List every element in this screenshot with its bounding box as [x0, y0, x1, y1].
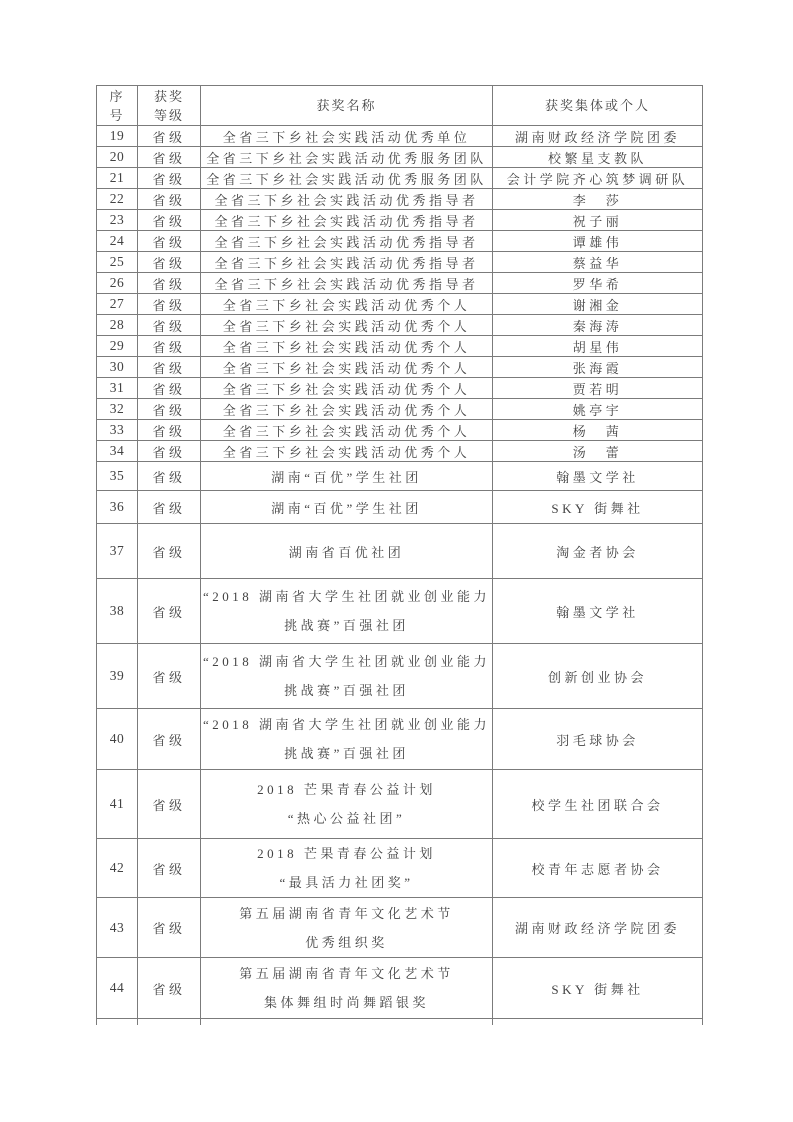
- cell-award-level: 省级: [138, 126, 201, 147]
- cell-award-level: 省级: [138, 252, 201, 273]
- partial-cell: [138, 1019, 201, 1025]
- awards-table: [96, 85, 703, 1025]
- cell-award-name: [201, 839, 493, 898]
- cell-award-recipient: 翰墨文学社: [493, 579, 703, 644]
- header-no-line1: 序: [109, 88, 125, 104]
- award-name-line: “2018 湖南省大学生社团就业创业能力: [202, 589, 491, 604]
- cell-award-name: 全省三下乡社会实践活动优秀单位: [201, 126, 493, 147]
- table-row: [97, 273, 703, 294]
- cell-award-recipient: 谭雄伟: [493, 231, 703, 252]
- table-row: [97, 898, 703, 958]
- table-row: [97, 189, 703, 210]
- cell-row-number: 20: [97, 147, 138, 168]
- cell-award-recipient: 湖南财政经济学院团委: [493, 898, 703, 958]
- cell-award-level: 省级: [138, 378, 201, 399]
- award-name-line: 挑战赛”百强社团: [284, 618, 409, 633]
- cell-row-number: 32: [97, 399, 138, 420]
- table-row: [97, 168, 703, 189]
- cell-award-level: 省级: [138, 462, 201, 491]
- cell-award-name: 全省三下乡社会实践活动优秀个人: [201, 294, 493, 315]
- cell-row-number: 41: [97, 770, 138, 839]
- cell-award-level: 省级: [138, 147, 201, 168]
- table-row: [97, 462, 703, 491]
- cell-row-number: 21: [97, 168, 138, 189]
- cell-row-number: 36: [97, 491, 138, 524]
- cell-row-number: 22: [97, 189, 138, 210]
- cell-row-number: 25: [97, 252, 138, 273]
- table-row: [97, 315, 703, 336]
- header-level-line2: 等级: [153, 107, 184, 123]
- cell-award-name: [201, 579, 493, 644]
- award-name-line: “2018 湖南省大学生社团就业创业能力: [202, 654, 491, 669]
- table-row: [97, 709, 703, 770]
- cell-award-name: [201, 958, 493, 1019]
- cell-row-number: 44: [97, 958, 138, 1019]
- cell-award-level: 省级: [138, 231, 201, 252]
- cell-award-name: [201, 898, 493, 958]
- table-row: [97, 210, 703, 231]
- cell-award-name: 全省三下乡社会实践活动优秀个人: [201, 336, 493, 357]
- cell-award-name: 全省三下乡社会实践活动优秀指导者: [201, 252, 493, 273]
- cell-award-recipient: 胡星伟: [493, 336, 703, 357]
- cell-award-level: 省级: [138, 709, 201, 770]
- header-no: [97, 86, 138, 126]
- header-level-line1: 获奖: [153, 88, 184, 104]
- cell-award-recipient: 蔡益华: [493, 252, 703, 273]
- cell-award-level: 省级: [138, 524, 201, 579]
- table-row: [97, 399, 703, 420]
- cell-row-number: 24: [97, 231, 138, 252]
- cell-award-recipient: 罗华希: [493, 273, 703, 294]
- cell-award-recipient: 李 莎: [493, 189, 703, 210]
- cell-row-number: 37: [97, 524, 138, 579]
- cell-award-name: 全省三下乡社会实践活动优秀指导者: [201, 189, 493, 210]
- cell-award-recipient: SKY 街舞社: [493, 958, 703, 1019]
- cell-award-name: 全省三下乡社会实践活动优秀个人: [201, 378, 493, 399]
- cell-award-level: 省级: [138, 441, 201, 462]
- cell-award-name: 湖南省百优社团: [201, 524, 493, 579]
- cell-row-number: 26: [97, 273, 138, 294]
- cell-award-name: 全省三下乡社会实践活动优秀个人: [201, 441, 493, 462]
- header-row: [97, 86, 703, 126]
- cell-award-recipient: SKY 街舞社: [493, 491, 703, 524]
- cell-award-recipient: 翰墨文学社: [493, 462, 703, 491]
- table-header: [97, 86, 703, 126]
- cell-row-number: 43: [97, 898, 138, 958]
- table-row: [97, 294, 703, 315]
- cell-row-number: 30: [97, 357, 138, 378]
- cell-award-recipient: 湖南财政经济学院团委: [493, 126, 703, 147]
- table-row: [97, 147, 703, 168]
- table-row: [97, 252, 703, 273]
- header-no-line2: 号: [109, 107, 125, 123]
- cell-award-recipient: 羽毛球协会: [493, 709, 703, 770]
- partial-next-row: [97, 1019, 703, 1025]
- cell-award-name: 全省三下乡社会实践活动优秀服务团队: [201, 147, 493, 168]
- header-recipient-label: 获奖集体或个人: [544, 98, 650, 113]
- cell-award-level: 省级: [138, 315, 201, 336]
- cell-award-recipient: 张海霞: [493, 357, 703, 378]
- cell-award-level: 省级: [138, 336, 201, 357]
- cell-award-level: 省级: [138, 420, 201, 441]
- table-row: [97, 524, 703, 579]
- cell-award-name: 湖南“百优”学生社团: [201, 462, 493, 491]
- cell-row-number: 27: [97, 294, 138, 315]
- cell-award-name: 湖南“百优”学生社团: [201, 491, 493, 524]
- cell-award-name: 全省三下乡社会实践活动优秀个人: [201, 357, 493, 378]
- table-row: [97, 958, 703, 1019]
- partial-cell: [201, 1019, 493, 1025]
- cell-award-recipient: 祝子丽: [493, 210, 703, 231]
- partial-cell: [493, 1019, 703, 1025]
- table-row: [97, 126, 703, 147]
- cell-award-level: 省级: [138, 839, 201, 898]
- cell-award-name: 全省三下乡社会实践活动优秀个人: [201, 420, 493, 441]
- award-name-line: “最具活力社团奖”: [279, 875, 414, 890]
- cell-award-recipient: 校青年志愿者协会: [493, 839, 703, 898]
- award-name-line: 挑战赛”百强社团: [284, 683, 409, 698]
- cell-row-number: 34: [97, 441, 138, 462]
- cell-award-recipient: 淘金者协会: [493, 524, 703, 579]
- award-name-line: 第五届湖南省青年文化艺术节: [239, 905, 454, 921]
- award-name-line: 第五届湖南省青年文化艺术节: [239, 966, 454, 981]
- partial-cell: [97, 1019, 138, 1025]
- header-award: [201, 86, 493, 126]
- table-row: [97, 839, 703, 898]
- table-row: [97, 441, 703, 462]
- cell-award-name: 全省三下乡社会实践活动优秀个人: [201, 399, 493, 420]
- table-row: [97, 644, 703, 709]
- cell-award-recipient: 姚亭宇: [493, 399, 703, 420]
- table-body: [97, 126, 703, 1025]
- cell-award-recipient: 会计学院齐心筑梦调研队: [493, 168, 703, 189]
- cell-award-name: 全省三下乡社会实践活动优秀指导者: [201, 210, 493, 231]
- award-name-line: 2018 芒果青春公益计划: [257, 846, 436, 861]
- award-name-line: 集体舞组时尚舞蹈银奖: [263, 995, 429, 1010]
- cell-row-number: 31: [97, 378, 138, 399]
- award-name-line: 2018 芒果青春公益计划: [257, 782, 436, 797]
- award-name-line: “2018 湖南省大学生社团就业创业能力: [202, 717, 491, 732]
- cell-row-number: 29: [97, 336, 138, 357]
- cell-award-level: 省级: [138, 898, 201, 958]
- cell-award-level: 省级: [138, 770, 201, 839]
- cell-award-level: 省级: [138, 189, 201, 210]
- award-name-line: “热心公益社团”: [287, 811, 406, 826]
- cell-award-name: [201, 709, 493, 770]
- cell-award-level: 省级: [138, 294, 201, 315]
- cell-award-recipient: 贾若明: [493, 378, 703, 399]
- cell-award-level: 省级: [138, 399, 201, 420]
- cell-award-recipient: 谢湘金: [493, 294, 703, 315]
- cell-award-level: 省级: [138, 357, 201, 378]
- cell-row-number: 19: [97, 126, 138, 147]
- header-recipient: [493, 86, 703, 126]
- table-row: [97, 770, 703, 839]
- cell-award-recipient: 校繁星支教队: [493, 147, 703, 168]
- cell-row-number: 39: [97, 644, 138, 709]
- header-level: [138, 86, 201, 126]
- cell-row-number: 42: [97, 839, 138, 898]
- cell-award-name: 全省三下乡社会实践活动优秀指导者: [201, 273, 493, 294]
- cell-award-level: 省级: [138, 210, 201, 231]
- cell-row-number: 35: [97, 462, 138, 491]
- cell-row-number: 38: [97, 579, 138, 644]
- table-row: [97, 336, 703, 357]
- table-row: [97, 420, 703, 441]
- cell-award-recipient: 创新创业协会: [493, 644, 703, 709]
- cell-award-level: 省级: [138, 644, 201, 709]
- cell-row-number: 33: [97, 420, 138, 441]
- cell-award-name: 全省三下乡社会实践活动优秀指导者: [201, 231, 493, 252]
- cell-award-name: 全省三下乡社会实践活动优秀个人: [201, 315, 493, 336]
- cell-award-level: 省级: [138, 579, 201, 644]
- cell-award-level: 省级: [138, 958, 201, 1019]
- cell-award-name: 全省三下乡社会实践活动优秀服务团队: [201, 168, 493, 189]
- cell-award-level: 省级: [138, 491, 201, 524]
- table-row: [97, 357, 703, 378]
- cell-row-number: 40: [97, 709, 138, 770]
- cell-award-recipient: 校学生社团联合会: [493, 770, 703, 839]
- cell-award-level: 省级: [138, 168, 201, 189]
- cell-award-name: [201, 644, 493, 709]
- table-row: [97, 579, 703, 644]
- award-name-line: 挑战赛”百强社团: [284, 746, 409, 761]
- cell-award-name: [201, 770, 493, 839]
- cell-row-number: 28: [97, 315, 138, 336]
- cell-award-level: 省级: [138, 273, 201, 294]
- table-row: [97, 491, 703, 524]
- cell-award-recipient: 汤 蕾: [493, 441, 703, 462]
- cell-award-recipient: 杨 茜: [493, 420, 703, 441]
- cell-award-recipient: 秦海涛: [493, 315, 703, 336]
- header-award-label: 获奖名称: [316, 98, 377, 113]
- table-row: [97, 231, 703, 252]
- award-name-line: 优秀组织奖: [305, 934, 388, 950]
- cell-row-number: 23: [97, 210, 138, 231]
- table-row: [97, 378, 703, 399]
